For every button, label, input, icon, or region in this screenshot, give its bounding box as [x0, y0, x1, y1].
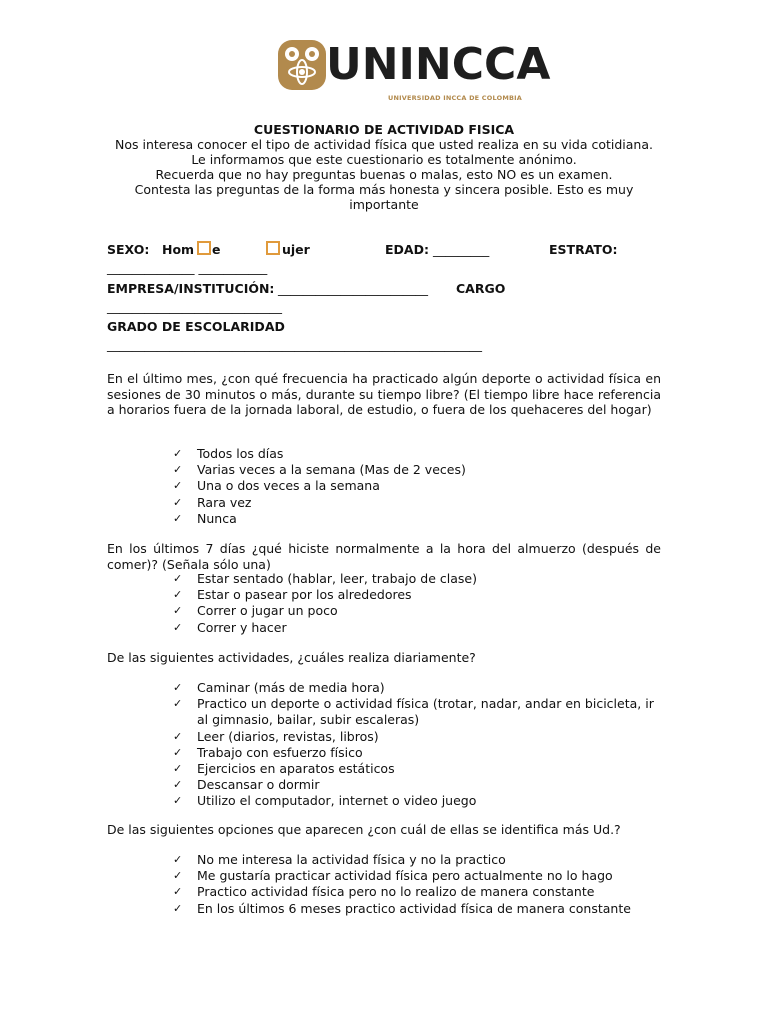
- option-label: Nunca: [197, 510, 237, 526]
- option-item[interactable]: [173, 793, 673, 809]
- cargo-field[interactable]: ____________________________: [107, 299, 282, 314]
- check-icon: ✓: [173, 495, 183, 509]
- check-icon: ✓: [173, 901, 183, 915]
- sexo-label: SEXO:: [107, 242, 150, 257]
- question-2-text: En los últimos 7 días ¿qué hiciste normalmente a la hora del almuerzo (después de comer)? (Señala sólo una): [107, 541, 661, 572]
- option-label: Correr o jugar un poco: [197, 603, 338, 619]
- question-3-text: De las siguientes actividades, ¿cuáles realiza diariamente?: [107, 650, 476, 665]
- estrato-field[interactable]: ______________ ___________: [107, 260, 268, 275]
- option-label: Caminar (más de media hora): [197, 680, 385, 695]
- check-icon: ✓: [173, 697, 183, 711]
- option-label: Utilizo el computador, internet o video juego: [197, 793, 477, 809]
- check-icon: ✓: [173, 794, 183, 808]
- option-label: Practico actividad física pero no lo realizo de manera constante: [197, 884, 595, 900]
- option-label: Estar sentado (hablar, leer, trabajo de clase): [197, 571, 477, 586]
- option-label: Descansar o dormir: [197, 777, 320, 793]
- check-icon: ✓: [173, 853, 183, 866]
- questionnaire-title: CUESTIONARIO DE ACTIVIDAD FISICA: [253, 122, 515, 137]
- logo-name: UNINCCA: [326, 39, 551, 90]
- question-2-options: [173, 571, 673, 636]
- option-item[interactable]: [173, 462, 673, 478]
- check-icon: ✓: [173, 745, 183, 759]
- intro-line: Recuerda que no hay preguntas buenas o malas, esto NO es un examen.: [155, 167, 613, 182]
- check-icon: ✓: [173, 604, 183, 618]
- check-icon: ✓: [173, 869, 183, 883]
- option-label: En los últimos 6 meses practico actividad física de manera constante: [197, 900, 631, 916]
- question-1-options: [173, 446, 673, 527]
- hombre-label: Hom: [162, 242, 195, 257]
- intro-line: Le informamos que este cuestionario es totalmente anónimo.: [191, 152, 577, 167]
- option-item[interactable]: [173, 868, 673, 884]
- check-icon: ✓: [173, 681, 183, 694]
- check-icon: ✓: [173, 447, 183, 460]
- hombre-checkbox[interactable]: [197, 241, 211, 255]
- option-label: Trabajo con esfuerzo físico: [197, 744, 363, 760]
- intro-text: [100, 137, 668, 212]
- option-label: Ejercicios en aparatos estáticos: [197, 761, 395, 777]
- option-item[interactable]: [173, 884, 673, 900]
- option-label: Me gustaría practicar actividad física pero actualmente no lo hago: [197, 868, 613, 884]
- option-item[interactable]: [173, 852, 673, 868]
- option-item[interactable]: [173, 587, 673, 603]
- option-label: Practico un deporte o actividad física (trotar, nadar, andar en bicicleta, ir al gimnasio, bailar, subir escaleras): [197, 696, 654, 728]
- empresa-label: EMPRESA/INSTITUCIÓN:: [107, 281, 275, 296]
- option-item[interactable]: [173, 511, 673, 527]
- check-icon: ✓: [173, 588, 183, 602]
- empresa-field[interactable]: ________________________: [278, 281, 428, 296]
- edad-label: EDAD:: [385, 242, 429, 257]
- check-icon: ✓: [173, 463, 183, 477]
- edad-field[interactable]: _________: [433, 242, 490, 257]
- check-icon: ✓: [173, 778, 183, 792]
- option-label: Leer (diarios, revistas, libros): [197, 728, 379, 744]
- check-icon: ✓: [173, 885, 183, 899]
- mujer-label: ujer: [282, 242, 310, 257]
- option-item[interactable]: [173, 777, 673, 793]
- option-item[interactable]: [173, 680, 673, 696]
- intro-line: Nos interesa conocer el tipo de actividad física que usted realiza en su vida cotidiana.: [114, 137, 653, 152]
- option-label: Rara vez: [197, 494, 252, 510]
- option-item[interactable]: [173, 478, 673, 494]
- mujer-checkbox[interactable]: [266, 241, 280, 255]
- option-item[interactable]: [173, 901, 673, 917]
- incca-emblem-icon: [276, 38, 328, 92]
- option-item[interactable]: [173, 745, 673, 761]
- intro-line: Contesta las preguntas de la forma más honesta y sincera posible. Esto es muy: [134, 182, 634, 197]
- option-item[interactable]: [173, 571, 673, 587]
- check-icon: ✓: [173, 511, 183, 525]
- hombre-label-tail: e: [212, 242, 221, 257]
- option-item[interactable]: [173, 696, 661, 728]
- question-1-text: En el último mes, ¿con qué frecuencia ha practicado algún deporte o actividad física en sesiones de 30 minutos o más, durante su tiempo libre? (El tiempo libre hace referencia a horarios fuera de la jornada laboral, de estudio, o fuera de los quehaceres del hogar): [107, 371, 661, 417]
- intro-line: importante: [349, 197, 419, 212]
- question-3-options: [173, 680, 673, 810]
- option-item[interactable]: [173, 495, 673, 511]
- option-item[interactable]: [173, 761, 673, 777]
- cargo-label: CARGO: [456, 281, 506, 296]
- option-label: No me interesa la actividad física y no la practico: [197, 852, 506, 867]
- option-item[interactable]: [173, 603, 673, 619]
- check-icon: ✓: [173, 729, 183, 743]
- option-item[interactable]: [173, 620, 673, 636]
- grado-field[interactable]: ____________________________________________________________: [107, 337, 482, 352]
- logo-subtitle: UNIVERSIDAD INCCA DE COLOMBIA: [388, 94, 522, 102]
- option-item[interactable]: [173, 446, 673, 462]
- option-label: Todos los días: [197, 446, 284, 461]
- question-4-text: De las siguientes opciones que aparecen ¿con cuál de ellas se identifica más Ud.?: [107, 822, 621, 837]
- question-4-options: [173, 852, 673, 917]
- option-label: Una o dos veces a la semana: [197, 478, 380, 494]
- check-icon: ✓: [173, 620, 183, 634]
- check-icon: ✓: [173, 479, 183, 493]
- check-icon: ✓: [173, 572, 183, 585]
- grado-label: GRADO DE ESCOLARIDAD: [107, 319, 285, 334]
- check-icon: ✓: [173, 762, 183, 776]
- option-item[interactable]: [173, 729, 673, 745]
- option-label: Correr y hacer: [197, 619, 287, 635]
- option-label: Varias veces a la semana (Mas de 2 veces): [197, 462, 466, 478]
- estrato-label: ESTRATO:: [549, 242, 618, 257]
- option-label: Estar o pasear por los alrededores: [197, 587, 412, 603]
- university-logo: [276, 38, 551, 102]
